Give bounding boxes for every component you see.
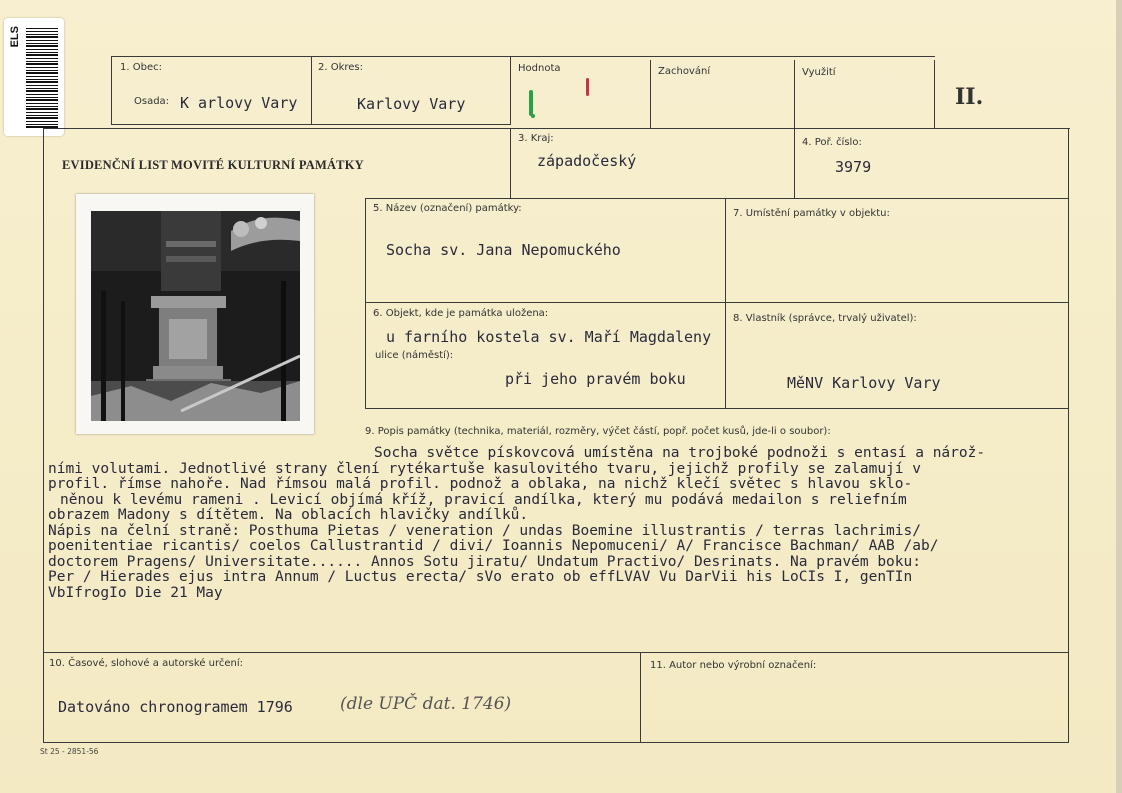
rule (365, 302, 1069, 303)
rule (365, 198, 366, 408)
popis-line: Per / Hierades ejus intra Annum / Luctus erecta/ sVo erato ob effLVAV Vu DarVii his LoCIs I, genTIn (48, 569, 913, 585)
popis-line: Socha světce pískovcová umístěna na trojboké podnoži s entasí a nárož- (374, 445, 986, 461)
datovani-note: (dle UPČ dat. 1746) (340, 694, 512, 714)
obec-label: 1. Obec: (120, 62, 162, 73)
rule (43, 128, 44, 743)
popis-label: 9. Popis památky (technika, materiál, rozměry, výčet částí, popř. počet kusů, jde-li o soubor): (365, 426, 831, 437)
photo-frame (76, 194, 314, 434)
popis-line: doctorem Pragens/ Universitate...... Annos Sotu jiratu/ Undatum Practivo/ Desrinats. Na pravém boku: (48, 553, 921, 570)
cislo-label: 4. Poř. číslo: (802, 137, 862, 148)
objekt-value: u farního kostela sv. Maří Magdaleny (386, 328, 712, 346)
popis-line: poenitentiae ricantis/ coelos Callustrantid / divi/ Ioannis Nepomuceni/ A/ Francisce Bachman/ AAB /ab/ (48, 538, 939, 554)
vlastnik-value: MěNV Karlovy Vary (787, 374, 941, 392)
rule (43, 128, 513, 129)
datovani-value: Datováno chronogramem 1796 (58, 698, 293, 716)
rule (111, 124, 511, 125)
osada-value: K arlovy Vary (180, 94, 298, 112)
barcode-sticker (4, 18, 64, 136)
kraj-label: 3. Kraj: (518, 133, 554, 144)
rule (650, 60, 651, 128)
popis-line: profil. římse nahoře. Nad římsou malá profil. podnož a oblaka, na nichž klečí světec s hlavou sklo- (48, 476, 913, 492)
rule (365, 408, 1069, 409)
hodnota-mark-red (586, 78, 589, 96)
nazev-value: Socha sv. Jana Nepomuckého (386, 241, 621, 259)
rule (1068, 128, 1069, 743)
rule (365, 198, 1069, 199)
okres-label: 2. Okres: (318, 62, 364, 73)
vlastnik-label: 8. Vlastník (správce, trvalý uživatel): (733, 313, 917, 324)
rule (510, 128, 1070, 129)
objekt-label: 6. Objekt, kde je památka uložena: (373, 308, 549, 319)
statue-photo-image (91, 211, 300, 421)
popis-line: VbIfrogIo Die 21 May (48, 584, 223, 601)
vyuziti-label: Využití (802, 67, 836, 78)
datovani-label: 10. Časové, slohové a autorské určení: (49, 658, 244, 669)
rule (311, 56, 312, 124)
rule (934, 60, 935, 128)
popis-line: něnou k levému rameni . Levicí objímá kříž, pravicí andílka, který mu podává medailon s reliefním (60, 491, 907, 508)
rule (510, 128, 511, 198)
zachovani-label: Zachování (658, 66, 711, 77)
barcode-icon (26, 28, 58, 128)
umisteni-label: 7. Umístění památky v objektu: (733, 208, 890, 219)
sticker-code: ELS (9, 26, 21, 48)
form-title: EVIDENČNÍ LIST MOVITÉ KULTURNÍ PAMÁTKY (62, 158, 364, 172)
ulice-label: ulice (náměstí): (375, 350, 454, 361)
okres-value: Karlovy Vary (357, 95, 466, 113)
rule (43, 652, 1069, 653)
class-mark: II. (955, 84, 984, 110)
popis-line: obrazem Madony s dítětem. Na oblacích hlavičky andílků. (48, 507, 529, 523)
rule (111, 56, 112, 124)
kraj-value: západočeský (537, 152, 637, 170)
popis-text (48, 446, 1068, 601)
popis-line: ními volutami. Jednotlivé strany člení rytékartuše kasulovitého tvaru, jejichž profily se zalamují v (48, 460, 921, 477)
form-code: St 25 - 2851-56 (40, 747, 99, 756)
rule (510, 56, 511, 124)
popis-line: Nápis na čelní straně: Posthuma Pietas / veneration / undas Boemine illustrantis / terras lachrimis/ (48, 522, 921, 539)
nazev-label: 5. Název (označení) památky: (373, 203, 522, 214)
rule (794, 128, 795, 198)
card-edge (1116, 0, 1122, 793)
ulice-value: při jeho pravém boku (505, 370, 686, 388)
hodnota-mark-dot (531, 114, 535, 118)
hodnota-mark-green (529, 90, 533, 116)
rule (111, 56, 935, 57)
hodnota-label: Hodnota (518, 63, 561, 74)
cislo-value: 3979 (835, 158, 872, 176)
rule (794, 60, 795, 128)
rule (725, 198, 726, 408)
osada-label: Osada: (134, 96, 170, 107)
statue-photo (91, 211, 300, 421)
rule (640, 652, 641, 742)
rule (43, 742, 1069, 743)
autor-label: 11. Autor nebo výrobní označení: (650, 660, 817, 671)
